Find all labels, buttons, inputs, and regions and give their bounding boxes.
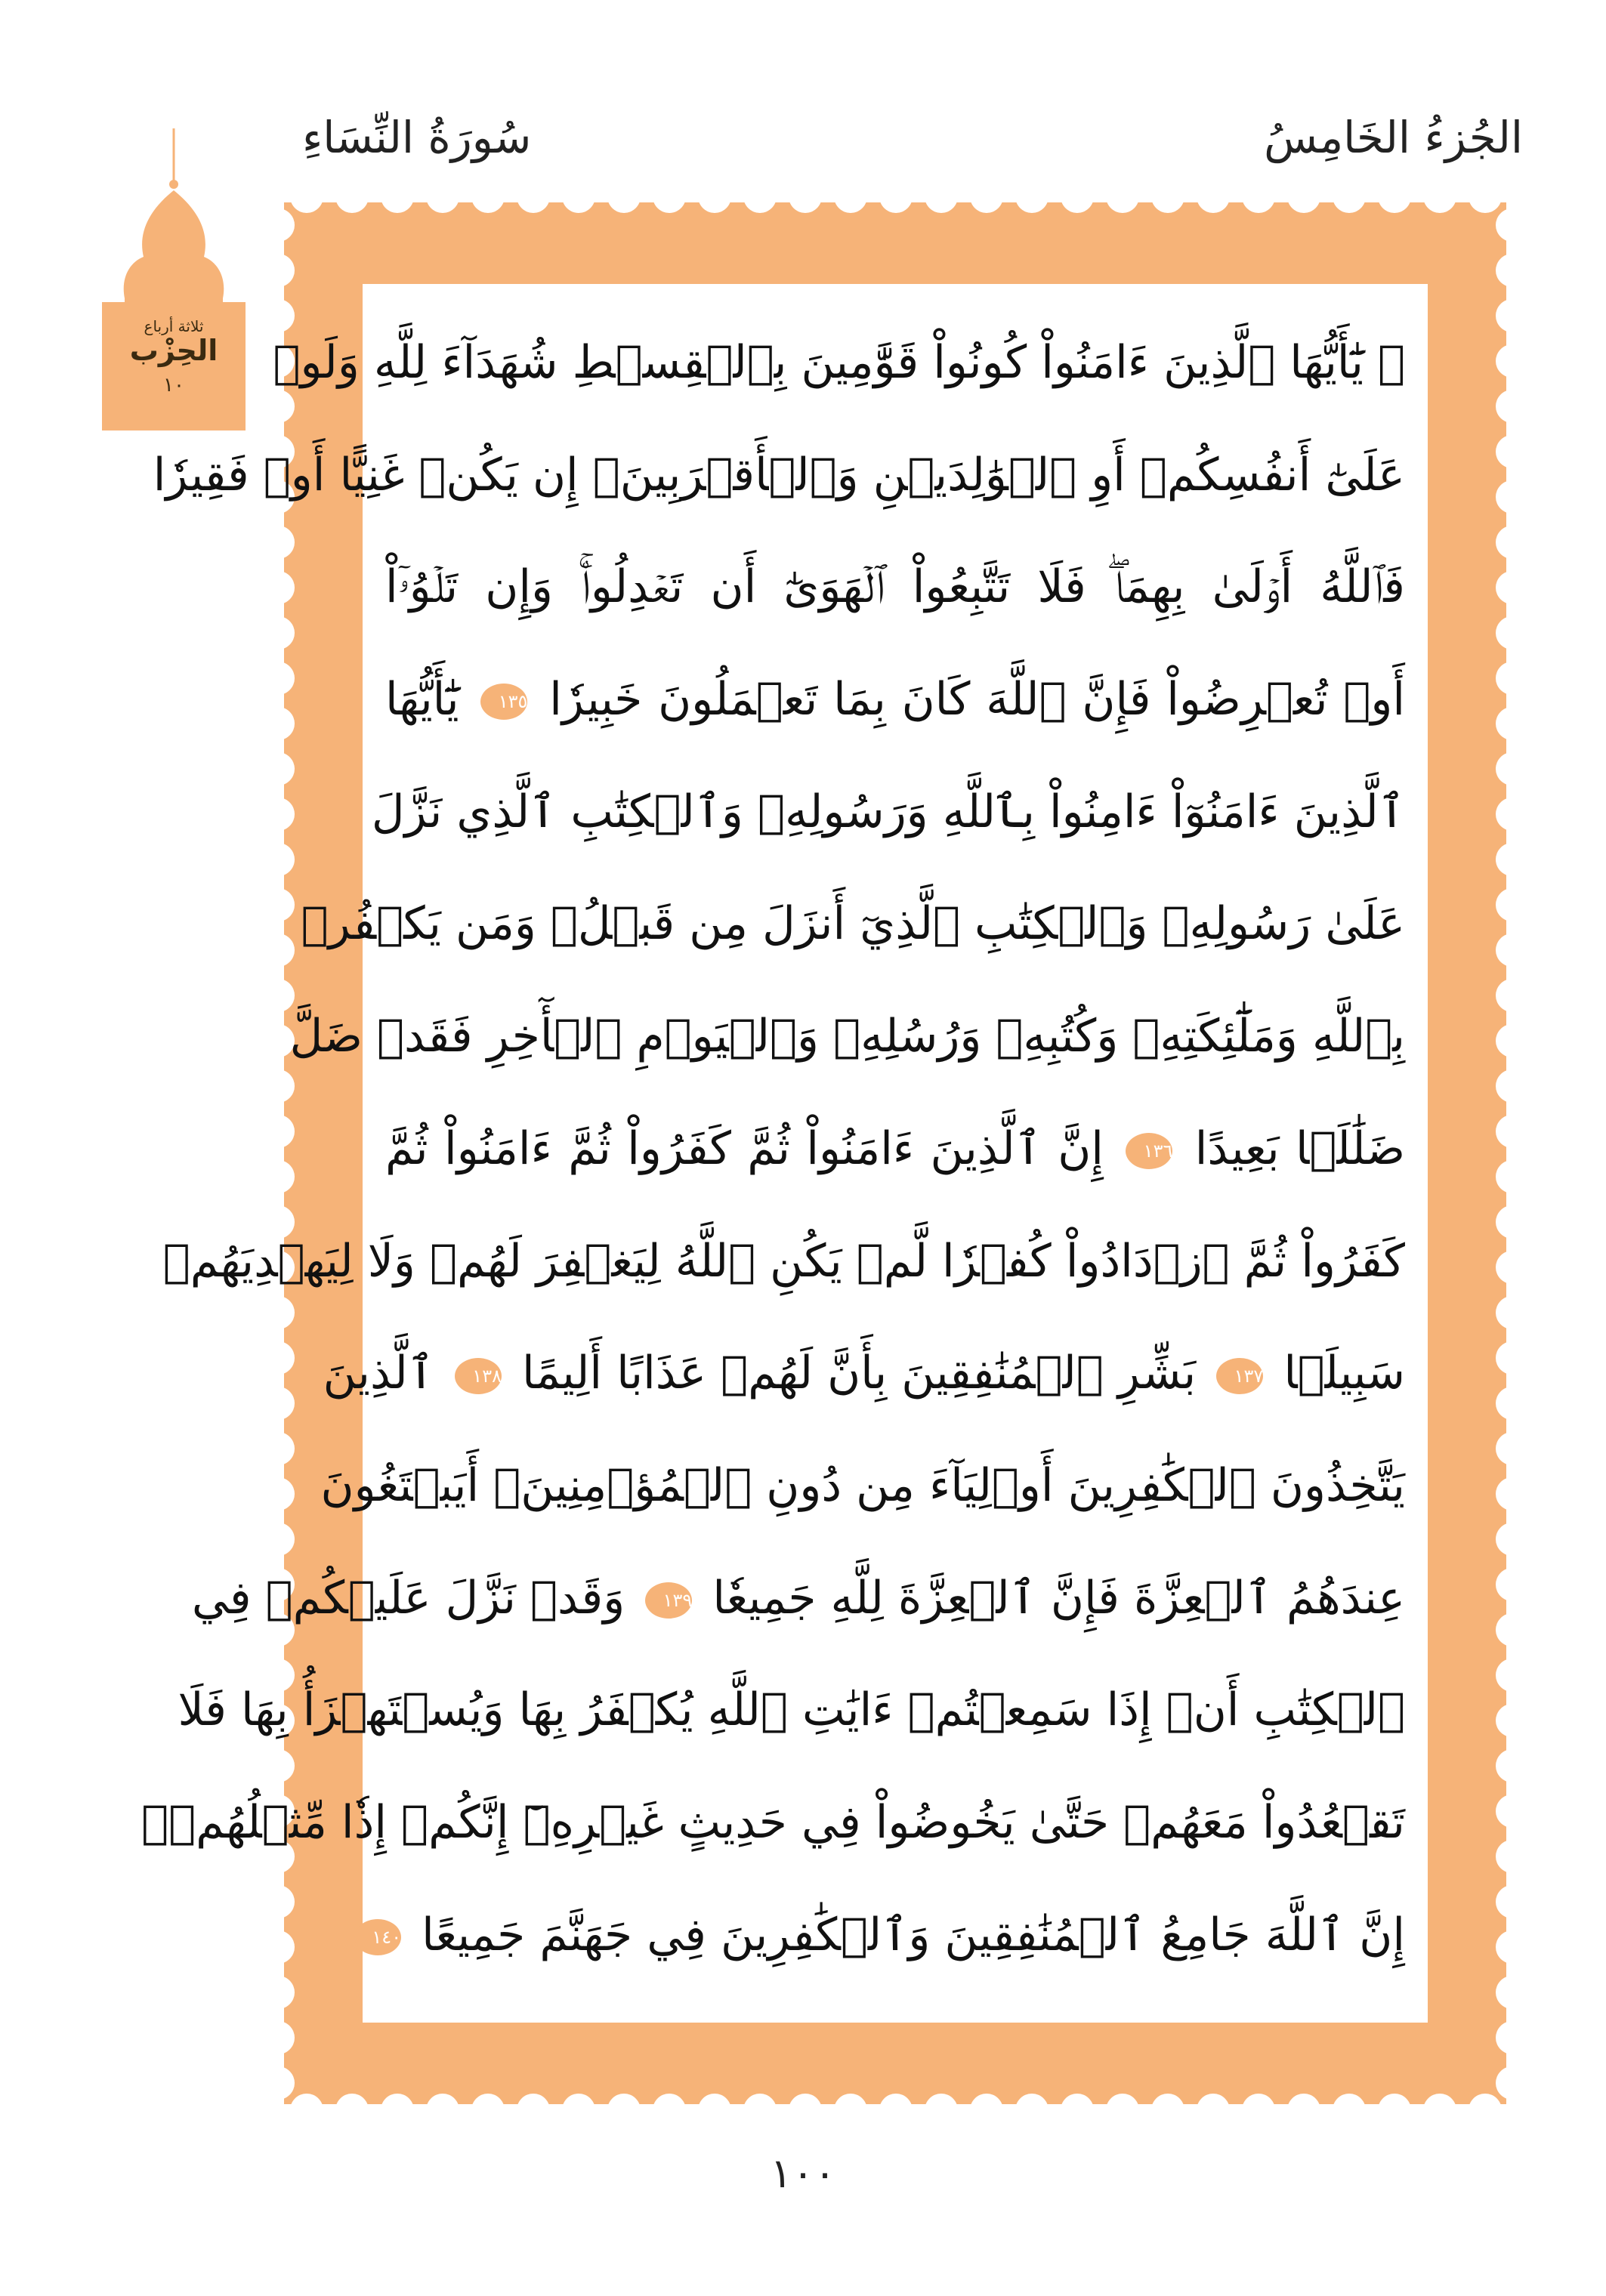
ayah-number-marker: ١٣٧ (1216, 1358, 1263, 1394)
hizb-label: الحِزْب (129, 334, 218, 367)
text-line (178, 1654, 1405, 1767)
line-text: ۞ يَٰٓأَيُّهَا ٱلَّذِينَ ءَامَنُواْ كُونُواْ قَوَّٰمِينَ بِٱلۡقِسۡطِ شُهَدَآءَ لِلَّهِ وَلَوۡ (273, 336, 1405, 389)
line-text: أَوۡ تُعۡرِضُواْ فَإِنَّ ٱللَّهَ كَانَ بِمَا تَعۡمَلُونَ خَبِيرٗا (549, 673, 1406, 727)
hizb-marker (102, 128, 246, 430)
ayah-number-marker: ١٤٠ (354, 1919, 401, 1955)
page-number: ١٠٠ (770, 2149, 836, 2197)
text-line (320, 1430, 1405, 1542)
text-line (162, 1205, 1405, 1318)
line-text: ٱلۡكِتَٰبِ أَنۡ إِذَا سَمِعۡتُمۡ ءَايَٰتِ ٱللَّهِ يُكۡفَرُ بِهَا وَيُسۡتَهۡزَأُ بِهَا فَلَا (178, 1683, 1405, 1737)
line-text: بَشِّرِ ٱلۡمُنَٰفِقِينَ بِأَنَّ لَهُمۡ عَذَابًا أَلِيمًا (522, 1347, 1197, 1400)
line-text: عِندَهُمُ ٱلۡعِزَّةَ فَإِنَّ ٱلۡعِزَّةَ لِلَّهِ جَمِيعٗا (712, 1571, 1405, 1625)
ayah-number-marker: ١٣٩ (645, 1582, 692, 1619)
text-line (153, 419, 1405, 532)
line-text: ٱلَّذِينَ ءَامَنُوٓاْ ءَامِنُواْ بِٱللَّهِ وَرَسُولِهِۦ وَٱلۡكِتَٰبِ ٱلَّذِي نَزَّلَ (371, 785, 1405, 838)
text-line (273, 307, 1405, 419)
ayah-number-marker: ١٣٨ (455, 1358, 502, 1394)
ayah-number-marker: ١٣٥ (480, 684, 527, 720)
hizb-fraction: ثلاثة أرباع (144, 317, 204, 335)
text-line (191, 1542, 1405, 1655)
text-line (385, 643, 1405, 756)
juz-title: الجُزءُ الخَامِسُ (1264, 112, 1523, 163)
line-text: عَلَىٰٓ أَنفُسِكُمۡ أَوِ ٱلۡوَٰلِدَيۡنِ وَٱلۡأَقۡرَبِينَۚ إِن يَكُنۡ غَنِيًّا أَوۡ فَقِيرٗا (153, 448, 1405, 501)
line-text: سَبِيلَۢا (1283, 1347, 1405, 1400)
line-text: كَفَرُواْ ثُمَّ ٱزۡدَادُواْ كُفۡرٗا لَّمۡ يَكُنِ ٱللَّهُ لِيَغۡفِرَ لَهُمۡ وَلَا لِيَهۡدِيَهُمۡ (162, 1234, 1405, 1288)
line-text: إِنَّ ٱللَّهَ جَامِعُ ٱلۡمُنَٰفِقِينَ وَٱلۡكَٰفِرِينَ فِي جَهَنَّمَ جَمِيعًا (422, 1908, 1405, 1961)
line-text: تَقۡعُدُواْ مَعَهُمۡ حَتَّىٰ يَخُوضُواْ فِي حَدِيثٍ غَيۡرِهِۦٓ إِنَّكُمۡ إِذٗا مِّثۡلُهُمۡۗ (141, 1795, 1405, 1849)
line-text: فَٱللَّهُ أَوۡلَىٰ بِهِمَاۖ فَلَا تَتَّبِعُواْ ٱلۡهَوَىٰٓ أَن تَعۡدِلُواْۚ وَإِن تَلۡوُۥٓاْ (385, 560, 1405, 614)
line-text: ٱلَّذِينَ (323, 1347, 434, 1400)
text-line (385, 531, 1405, 643)
line-text: بِٱللَّهِ وَمَلَٰٓئِكَتِهِۦ وَكُتُبِهِۦ وَرُسُلِهِۦ وَٱلۡيَوۡمِ ٱلۡأٓخِرِ فَقَدۡ ضَلَّ (289, 1010, 1405, 1063)
text-line (371, 756, 1405, 869)
surah-title: سُورَةُ النِّسَاءِ (302, 112, 532, 163)
hizb-number: ١٠ (163, 374, 184, 397)
line-text: وَقَدۡ نَزَّلَ عَلَيۡكُمۡ فِي (191, 1571, 625, 1625)
text-line (301, 868, 1405, 980)
text-line (323, 1317, 1405, 1430)
line-text: عَلَىٰ رَسُولِهِۦ وَٱلۡكِتَٰبِ ٱلَّذِيٓ أَنزَلَ مِن قَبۡلُۚ وَمَن يَكۡفُرۡ (301, 897, 1405, 951)
text-line (372, 1879, 1405, 1992)
line-text: ضَلَٰلَۢا بَعِيدًا (1194, 1122, 1406, 1175)
line-text: إِنَّ ٱلَّذِينَ ءَامَنُواْ ثُمَّ كَفَرُواْ ثُمَّ ءَامَنُواْ ثُمَّ (385, 1122, 1104, 1175)
line-text: يَٰٓأَيُّهَا (385, 673, 459, 727)
ayah-number-marker: ١٣٦ (1126, 1133, 1172, 1169)
text-line (385, 1093, 1405, 1205)
line-text: يَتَّخِذُونَ ٱلۡكَٰفِرِينَ أَوۡلِيَآءَ مِن دُونِ ٱلۡمُؤۡمِنِينَۚ أَيَبۡتَغُونَ (320, 1458, 1405, 1512)
text-line (289, 980, 1405, 1093)
text-line (141, 1767, 1405, 1879)
